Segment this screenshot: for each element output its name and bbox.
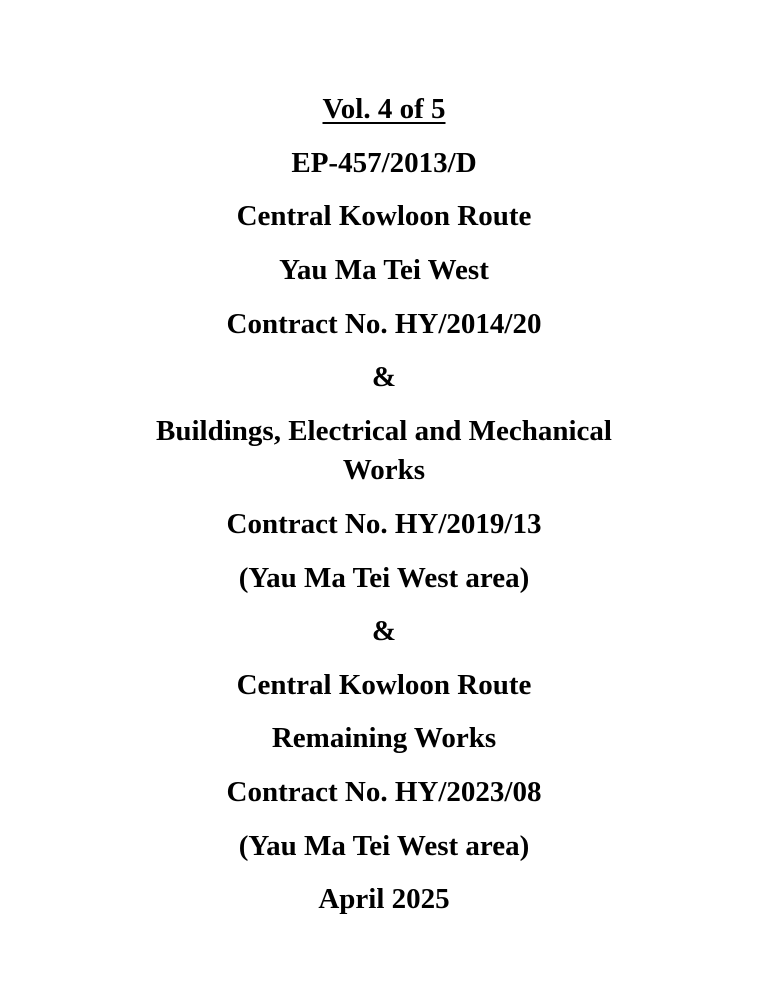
works-title-line-2: Works (342, 454, 426, 486)
document-date: April 2025 (318, 883, 450, 915)
ampersand: & (371, 361, 397, 393)
contract-number: Contract No. HY/2023/08 (226, 776, 542, 808)
project-name: Central Kowloon Route (236, 669, 532, 701)
remaining-works-title: Remaining Works (271, 722, 497, 754)
contract-number: Contract No. HY/2019/13 (226, 508, 542, 540)
area-title: Yau Ma Tei West (279, 254, 489, 286)
ampersand: & (371, 615, 397, 647)
area-subtitle: (Yau Ma Tei West area) (238, 830, 530, 862)
permit-number: EP-457/2013/D (291, 147, 477, 179)
volume-label: Vol. 4 of 5 (322, 93, 446, 125)
area-subtitle: (Yau Ma Tei West area) (238, 562, 530, 594)
contract-number: Contract No. HY/2014/20 (226, 308, 542, 340)
works-title-line-1: Buildings, Electrical and Mechanical (156, 415, 612, 447)
project-name: Central Kowloon Route (236, 200, 532, 232)
